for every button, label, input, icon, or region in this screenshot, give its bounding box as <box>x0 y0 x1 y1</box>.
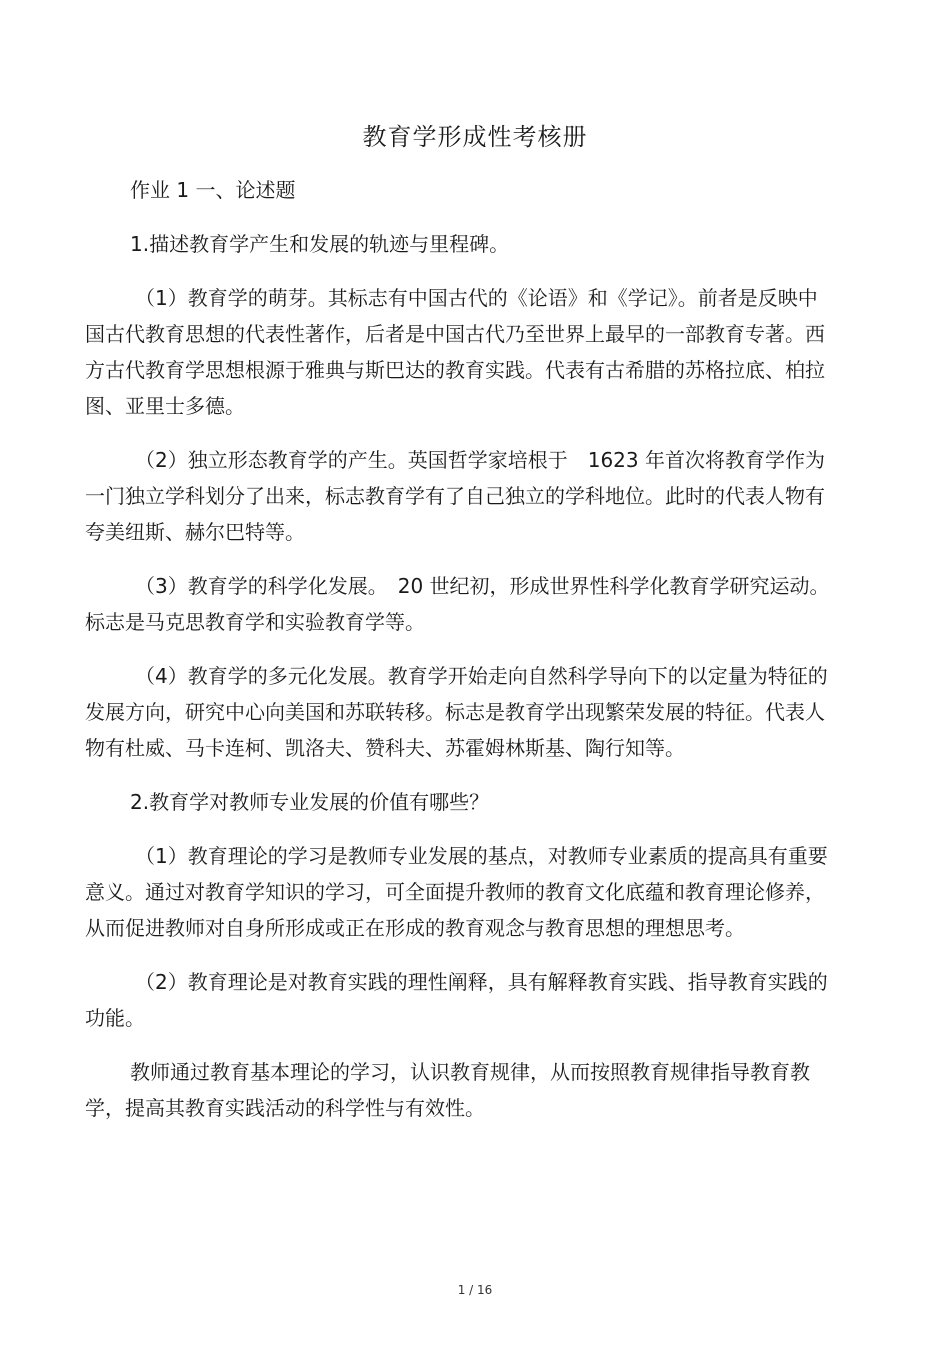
q2-answer-3: 教师通过教育基本理论的学习，认识教育规律，从而按照教育规律指导教育教学，提高其教育实践活动的科学性与有效性。 <box>85 1060 810 1120</box>
document-body <box>85 172 835 1126</box>
document-title: 教育学形成性考核册 <box>362 123 588 151</box>
page-number: 1 / 16 <box>457 1283 493 1297</box>
q1-answer-4: （4）教育学的多元化发展。教育学开始走向自然科学导向下的以定量为特征的发展方向，研究中心向美国和苏联转移。标志是教育学出现繁荣发展的特征。代表人物有杜威、马卡连柯、凯洛夫、赞科夫、苏霍姆林斯基、陶行知等。 <box>85 664 828 760</box>
q1-answer-3: （3）教育学的科学化发展。 20 世纪初，形成世界性科学化教育学研究运动。标志是马克思教育学和实验教育学等。 <box>85 574 830 634</box>
question-2: 2.教育学对教师专业发展的价值有哪些？ <box>130 790 490 814</box>
q2-answer-1: （1）教育理论的学习是教师专业发展的基点，对教师专业素质的提高具有重要意义。通过对教育学知识的学习，可全面提升教师的教育文化底蕴和教育理论修养，从而促进教师对自身所形成或正在形成的教育观念与教育思想的理想思考。 <box>85 844 828 940</box>
q1-answer-1: （1）教育学的萌芽。其标志有中国古代的《论语》和《学记》。前者是反映中国古代教育思想的代表性著作，后者是中国古代乃至世界上最早的一部教育专著。西方古代教育学思想根源于雅典与斯巴达的教育实践。代表有古希腊的苏格拉底、柏拉图、亚里士多德。 <box>85 286 825 418</box>
q1-answer-2: （2）独立形态教育学的产生。英国哲学家培根于 1623 年首次将教育学作为一门独立学科划分了出来，标志教育学有了自己独立的学科地位。此时的代表人物有夸美纽斯、赫尔巴特等。 <box>85 448 825 544</box>
question-1: 1.描述教育学产生和发展的轨迹与里程碑。 <box>130 232 510 256</box>
assignment-heading: 作业 1 一、论述题 <box>130 178 296 202</box>
q2-answer-2: （2）教育理论是对教育实践的理性阐释，具有解释教育实践、指导教育实践的功能。 <box>85 970 828 1030</box>
